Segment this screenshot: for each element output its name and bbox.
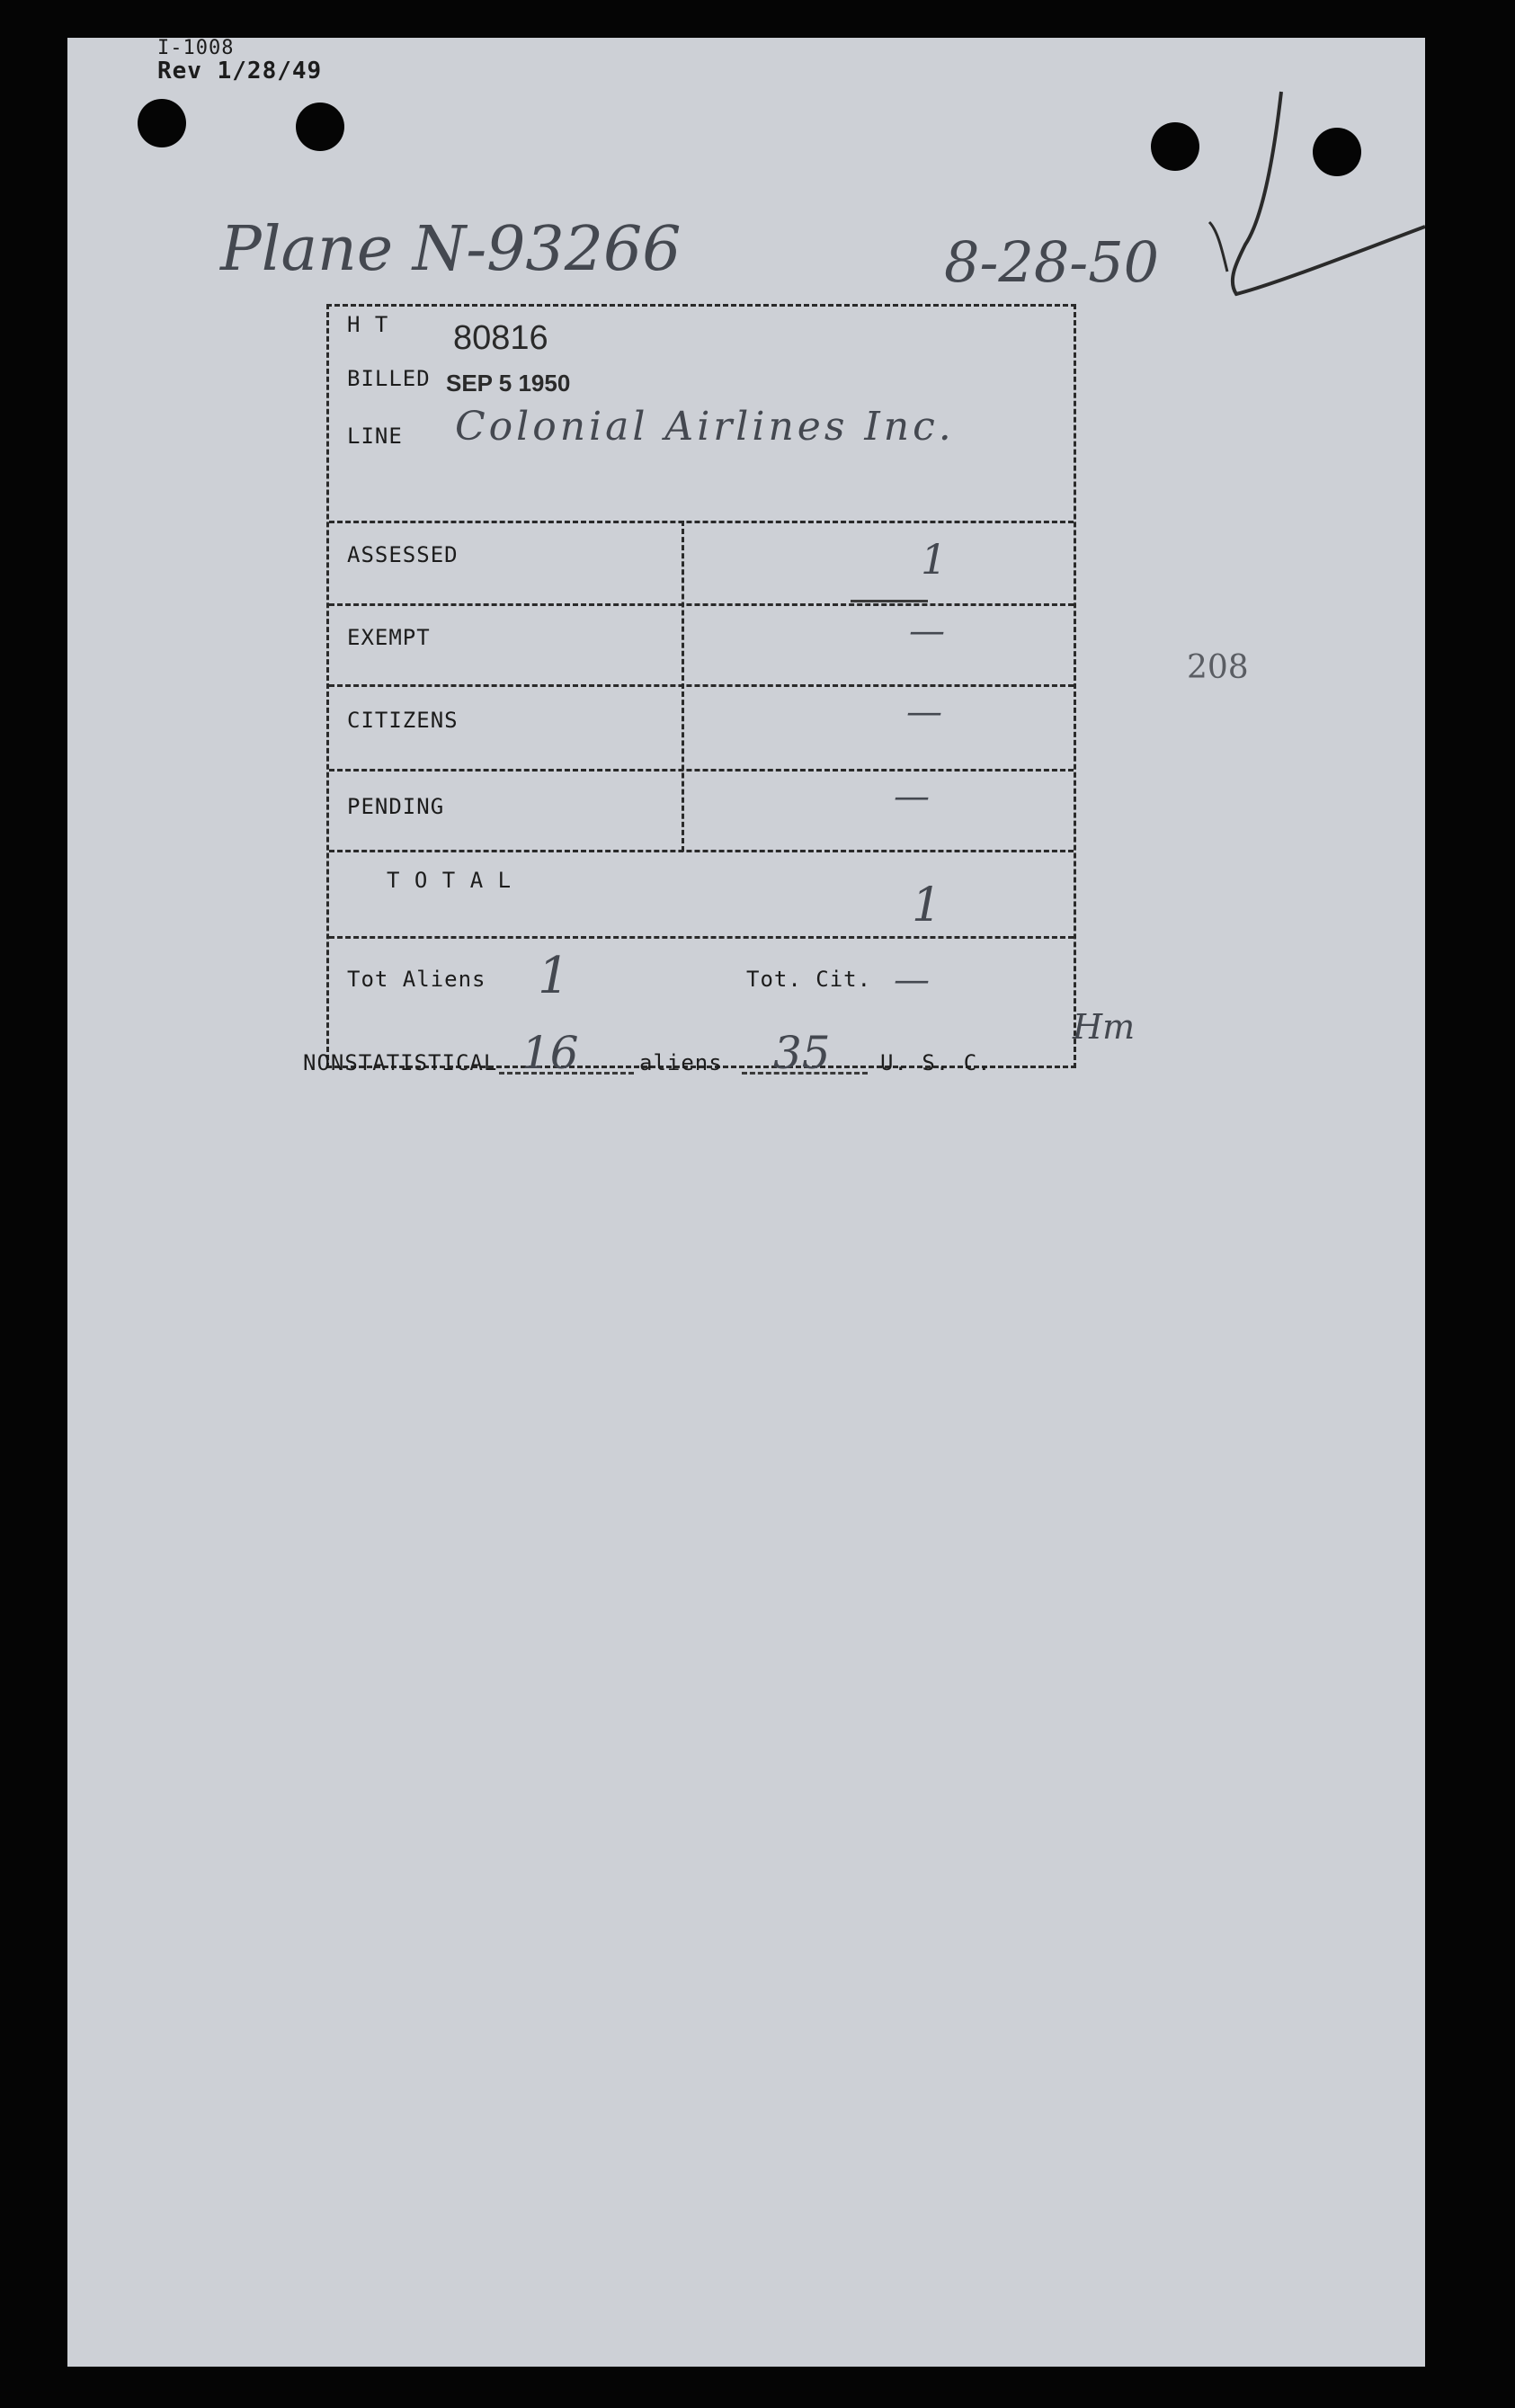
form-revision: Rev 1/28/49 xyxy=(157,58,323,85)
usc-blank-line xyxy=(742,1072,868,1075)
handwritten-check-mark xyxy=(1173,74,1425,361)
divider xyxy=(329,936,1074,939)
initials: Hm xyxy=(1073,1007,1136,1047)
citizens-value: — xyxy=(906,691,942,733)
aliens-blank-line xyxy=(499,1072,634,1075)
billed-label: BILLED xyxy=(347,366,431,391)
aliens-label: aliens xyxy=(639,1050,723,1075)
plane-number: Plane N-93266 xyxy=(220,214,682,285)
nonstatistical-usc-value: 35 xyxy=(773,1027,831,1079)
document-sheet xyxy=(67,38,1425,2367)
line-label: LINE xyxy=(347,424,403,449)
total-value: 1 xyxy=(912,878,942,932)
tot-cit-value: — xyxy=(894,959,930,1001)
ht-label: H T xyxy=(347,312,389,337)
punch-hole-2 xyxy=(296,103,344,151)
divider xyxy=(329,850,1074,852)
assessed-underline xyxy=(851,600,928,602)
tot-aliens-value: 1 xyxy=(538,947,570,1005)
nonstatistical-aliens-value: 16 xyxy=(521,1027,579,1079)
citizens-label: CITIZENS xyxy=(347,708,459,733)
punch-hole-1 xyxy=(138,99,186,147)
divider xyxy=(329,769,1074,771)
assessed-label: ASSESSED xyxy=(347,542,459,567)
exempt-label: EXEMPT xyxy=(347,625,431,650)
billed-value: SEP 5 1950 xyxy=(446,370,571,397)
ht-value: 80816 xyxy=(453,319,548,357)
tot-cit-label: Tot. Cit. xyxy=(746,967,872,992)
total-label: T O T A L xyxy=(387,868,512,893)
nonstatistical-label: NONSTATISTICAL xyxy=(303,1050,498,1075)
assessed-value: 1 xyxy=(921,535,948,584)
divider xyxy=(329,603,1074,606)
exempt-value: — xyxy=(909,611,945,652)
header-date: 8-28-50 xyxy=(944,229,1160,295)
tot-aliens-label: Tot Aliens xyxy=(347,967,486,992)
line-value: Colonial Airlines Inc. xyxy=(455,404,955,450)
form-table xyxy=(326,304,1076,1068)
pending-label: PENDING xyxy=(347,794,445,819)
divider xyxy=(329,521,1074,523)
page-number: 208 xyxy=(1187,649,1249,686)
pending-value: — xyxy=(894,776,930,817)
divider xyxy=(329,684,1074,687)
usc-label: U. S. C. xyxy=(880,1050,992,1075)
form-number: I-1008 xyxy=(157,38,235,59)
